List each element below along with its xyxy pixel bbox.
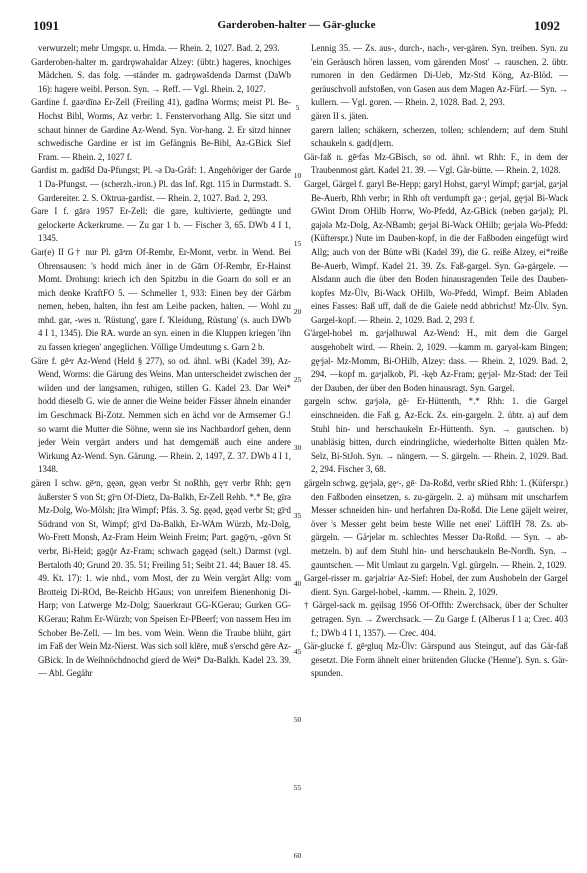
dictionary-entry: Gar(e) II G† nur Pl. gāᵊrn Of-Rembr, Er-Momt, verbr. in Wend. Bei Ohrensausen: 's hodd mich äner in de Gārn Of-Rembr, Er-Hainst Momt. Drohung: kriech ich den Spitzbu in die Goarn do soll er an mich denke KraftFO 5. — Schmeller 1, 933: Einen bey der Gärbm nemen, heben, halten, ihn fest am Leibe packen, halten. — Wohl zu mhd. gar, -wes n. 'Rüstung', gare f. 'Kleidung, Rüstung' (s. auch DWb 4 I 1, 1345). Die RA. wurde an syn. einen in die Kluppen kriegen 'ihn zu fassen kriegen' angeglichen. Völlige Umdeutung s. Garn 2 b. xyxy=(31,246,291,353)
dictionary-entry: gären I schw. gēᵊn, gęən, gęən verbr St noRhh, gęᵊr verbr Rhh; gęᵊn äußerster S von St; gīᵊn Of-Dietz, Da-Balkh, Er-Zell Rehb. *.* Be, gīrə Mz-Dolg, Wo-Mölsh; jīrə Wimpf; Pfäs. 3. Sg. gęəd, gęəd verbr St; gīᵊd Südrand von St, Wimpf; gīᵊd Da-Balkh, Er-WAm Würzb, Mz-Dolg, Wo-Frett Monsh, Az-Fram Heim Weinh Freim; Part. gəgǭᵊn, -gōvn St verbr, Bi-Heid; gəgǭr Az-Fram; schwach gəgęəd (selt.) Darmst (vgl. Bertaloth 40; Grund 20. 35. 51; Freiling 51; Seibt 21. 44; Bauer 18. 45. 49. Kt. 17): 1. wie nhd., vom Most, der zu Wein vergärt Allg: vom Brotteig Di-ROd, Be-Reichb HGaus; von unreifem Bienenhonig Di-Harp; von Latwerge Mz-Dolg; Sauerkraut GG-KGerau; Gurken GG-KGerau; Rahm Er-Würzb; von Speisen Er-PBeerf; von nassem Heu im Schober Be-Zell. — Im bes. vom Wein. Wenn die Traube blüht, gärt im Faß der Wein Mz-Nierst. Was sich soll klēre, muß s'erschd gēre Az-GBick. In de Weihnöchdnochd gierd de Wei* Da-Balkh. Kadel 23. 39. — Abl. Gegähr xyxy=(31,478,291,679)
dictionary-entry: garern lallen; schäkern, scherzen, tollen; schlendern; auf dem Stuhl schaukeln s. gad(d)ern. xyxy=(311,124,568,149)
dictionary-entry: Lennig 35. — Zs. aus-, durch-, nach-, ver-gären. Syn. treiben. Syn. zu 'ein Geräusch hören lassen, vom gärenden Most' → rauschen. 2. übtr. rumoren in den Gedärmen Di-Ueb, Mz-Std Köng, Az-Blöd. — geräuschvoll aufstoßen, von Gasen aus dem Magen Az-Fürf. — Syn. → kullern. — Vgl. goren. — Rhein. 2, 1028. Bad. 2, 293. xyxy=(311,43,568,108)
page-number-right: 1092 xyxy=(534,18,560,33)
line-number: 45 xyxy=(293,647,302,656)
line-number: 55 xyxy=(293,783,302,792)
dictionary-entry: verwurzelt; mehr Umgspr. u. Hmda. — Rhein. 2, 1027. Bad. 2, 293. xyxy=(38,43,280,53)
dictionary-entry: Gäre f. gēᵊr Az-Wend (Held § 277), so od. ähnl. wBi (Kadel 39), Az-Wend, Worms: die Gärung des Weins. Man unterscheidet zwischen der wilden und der langsamen, ruhigen, stillen G. Kadel 23. Dər Wei* hodd dieselb G. wie de anner die Weine beider Fässer ähneln einander im Geschmack Bi-Zotz. Nemmen sich en ächd vor de Armsemer G.! so warnt die Mutter die Söhne, wenn sie ins Nachbardorf gehen, denn jeder Wein vergärt anders und hat demgemäß auch eine andere Wirkung Az-Wend. Syn. Gärung. — Rhein. 2, 1497, Z. 37. DWb 4 I 1, 1348. xyxy=(31,355,291,475)
line-number: 40 xyxy=(293,579,302,588)
line-number: 15 xyxy=(293,239,302,248)
line-number: 10 xyxy=(293,171,302,180)
dictionary-entry: gargeln schw. gaᵊjələ, gē· Er-Hüttenth, *.* Rhh: 1. die Gargel einschneiden. die Faß g. Az-Eck. Zs. ein-gargeln. 2. übtr. a) auf dem Stuhl hin- und herschaukeln Er-Hüttenth. Syn. → gautschen. b) unabläsig bitten, durch eindringliche, wiederholte Bitten quälen Mz-Selz, Bi-StJoh. Syn. → nängern. — S. gärgeln. — Rhein. 2, 1029. Bad. 2, 294. Fischer 3, 68. xyxy=(304,396,568,475)
line-number: 35 xyxy=(293,511,302,520)
page-number-left: 1091 xyxy=(33,18,59,33)
dictionary-entry: Gardine f. gaəʳdīnə Er-Zell (Freiling 41), gadīnə Worms; meist Pl. Be-Hochst Bibl, Worms, Az verbr: 1. Fenstervorhang Allg. Sie sitzt und schaut hinner de Gardine Az-Wend. Syn. Vor-hang. 2. Er sitzd hinner schwedische Gardine er ist im Gefängnis Be-Bibl, Az-GBick Sief Fram. — Rhein. 2, 1027 f. xyxy=(31,97,291,162)
dictionary-entry: Gargel, Gärgel f. garyl Be-Hepp; garyl Hohst, garᵊyl Wimpf; garᵊjəl, gaᵊjəl Be-Auerb, Rhh verbr; in Rhh oft verdumpft gə·; geᵊjəl, gęᵊjəl Bi-Wack GWint Drom OHilb Horrw, Wo-Pfedd, Az-GBick (neben gaᵊjəl); Pl. gajələ Mz-Dolg, Az-NBamb; geᵊjəl Bi-Wack OHilb; geᵊjələ Wo-Pfedd: (Küfterspr.) Nute im Dauben-kopf, in die der Faßboden eingefügt wird Allg; auch von der Bütte wBi (Kadel 39), die G. reiße Alzey, ei*reiße Be-Auerb, Wimpf. Kadel 21. 39. Zs. Faß-gargel. Syn. Gə-gärgele. — Alsdann auch die über den Boden hinausragenden Teile des Dauben-kopfes Mz-Ülv, Bi-Wack OHilb, Wo-Pfedd, Wimpf. Beim Abladen eines Fasses: Baß uff, daß de die Gaiele nedd abbrichst! Mz-Ülv. Syn. Gargel-kopf. — Rhein. 2, 1029. Bad. 2, 293 f. xyxy=(304,178,568,325)
line-number: 60 xyxy=(293,851,302,860)
dictionary-entry: Gär-faß n. gēᵊfas Mz-GBisch, so od. ähnl. wt Rhh: F., in dem der Traubenmost gärt. Kadel 21. 39. — Vgl. Gär-bütte. — Rhein. 2, 1028. xyxy=(304,151,568,176)
page-header xyxy=(33,18,560,34)
dictionary-entry: Gardist m. gadīšd Da-Pfungst; Pl. -ə Da-Gräf: 1. Angehöriger der Garde 1 Da-Pfungst. — (scherzh.-iron.) Pl. das Inf. Rgt. 115 in Darmstadt. S. Gardereiter. 2. S. Oktrua-gardist. — Rhein. 2, 1027. Bad. 2, 293. xyxy=(31,165,291,203)
dictionary-entry: Gare I f. gārə 1957 Er-Zell: die gare, kultivierte, gedüngte und gelockerte Ackerkrume. — Zu gar 1 b. — Fischer 3, 65. DWb 4 I 1, 1345. xyxy=(31,206,291,244)
dictionary-entry: G'ärgel-hobel m. gaᵊjəlhuwəl Az-Wend: H., mit dem die Gargel ausgehobelt wird. — Rhein. 2, 1029. —kamm m. garyəl-kam Bingen; gęᵊjəl- Mz-Momm, Bi-OHilb, Alzey: dass. — Rhein. 2, 1029. Bad. 2, 294. —kopf m. gaᵊjəlkob, Pl. -kęb Az-Fram; gęᵊjəl- Mz-Stad: der Teil der Dauben, der über den Boden hinausragt. Syn. Gargel. xyxy=(304,328,568,393)
line-number: 5 xyxy=(295,103,300,112)
dictionary-entry: gären II s. jäten. xyxy=(311,110,369,121)
line-number: 25 xyxy=(293,375,302,384)
dictionary-entry: Garderoben-halter m. gardrǫwəhaldər Alzey: (übtr.) hageres, knochiges Mädchen. S. das folg. —ständer m. gadrǫwəšdendə Darmst (DaWb 16): hagere weibl. Person. Syn. → Reff. — Vgl. Rhein. 2, 1027. xyxy=(31,56,291,94)
running-head: Garderoben-halter — Gär-glucke xyxy=(217,19,376,31)
line-number: 50 xyxy=(293,715,302,724)
dictionary-entry: Gargel-risser m. gaᵊjəlriəʳ Az-Sief: Hobel, der zum Aushobeln der Gargel dient. Syn. Gargel-hobel, -kamm. — Rhein. 2, 1029. xyxy=(304,573,568,597)
right-column xyxy=(304,42,568,681)
dictionary-entry: † Gärgel-sack m. gęilsag 1956 Of-Offth: Zwerchsack, über der Schulter getragen. Syn. → Zwerchsack. — Zu Garge f. (Alberus I 1 a; Crec. 403 f.; DWb 4 I 1, 1357). — Crec. 404. xyxy=(304,600,568,638)
line-number: 20 xyxy=(293,307,302,316)
line-number: 30 xyxy=(293,443,302,452)
dictionary-entry: gärgeln schwg. gęᵊjələ, gęᵊ-, gē· Da-Roßd, verbr sRied Rhh: 1. (Küferspr.) den Faßboden einsetzen, s. zu-gärgeln. 2. a) mühsam mit unscharfem Messer schneiden hin- und herfahren Da-Roßd. Die Lene gäjelt weirer, över 's Messer geht beim beste Wille net enei' LöffIH 78. Zs. ab-gärgeln. — Gäᵊjelər m. schlechtes Messer Da-Roßd. — Syn. → ab-metzeln. b) auf dem Stuhl hin- und herschaukeln Be-Nordh. Syn. → gauntschen. — Mit Umlaut zu gargeln. Vgl. gürgeln. — Rhein. 2, 1029. xyxy=(304,478,568,570)
left-column xyxy=(31,42,291,681)
dictionary-entry: Gär-glucke f. gēᵊgluq Mz-Ülv: Gärspund aus Steingut, auf das Gär-faß gesetzt. Die Form ähnelt einer brütenden Glucke ('Henne'). Syn. s. Gär-spunden. xyxy=(304,641,568,679)
